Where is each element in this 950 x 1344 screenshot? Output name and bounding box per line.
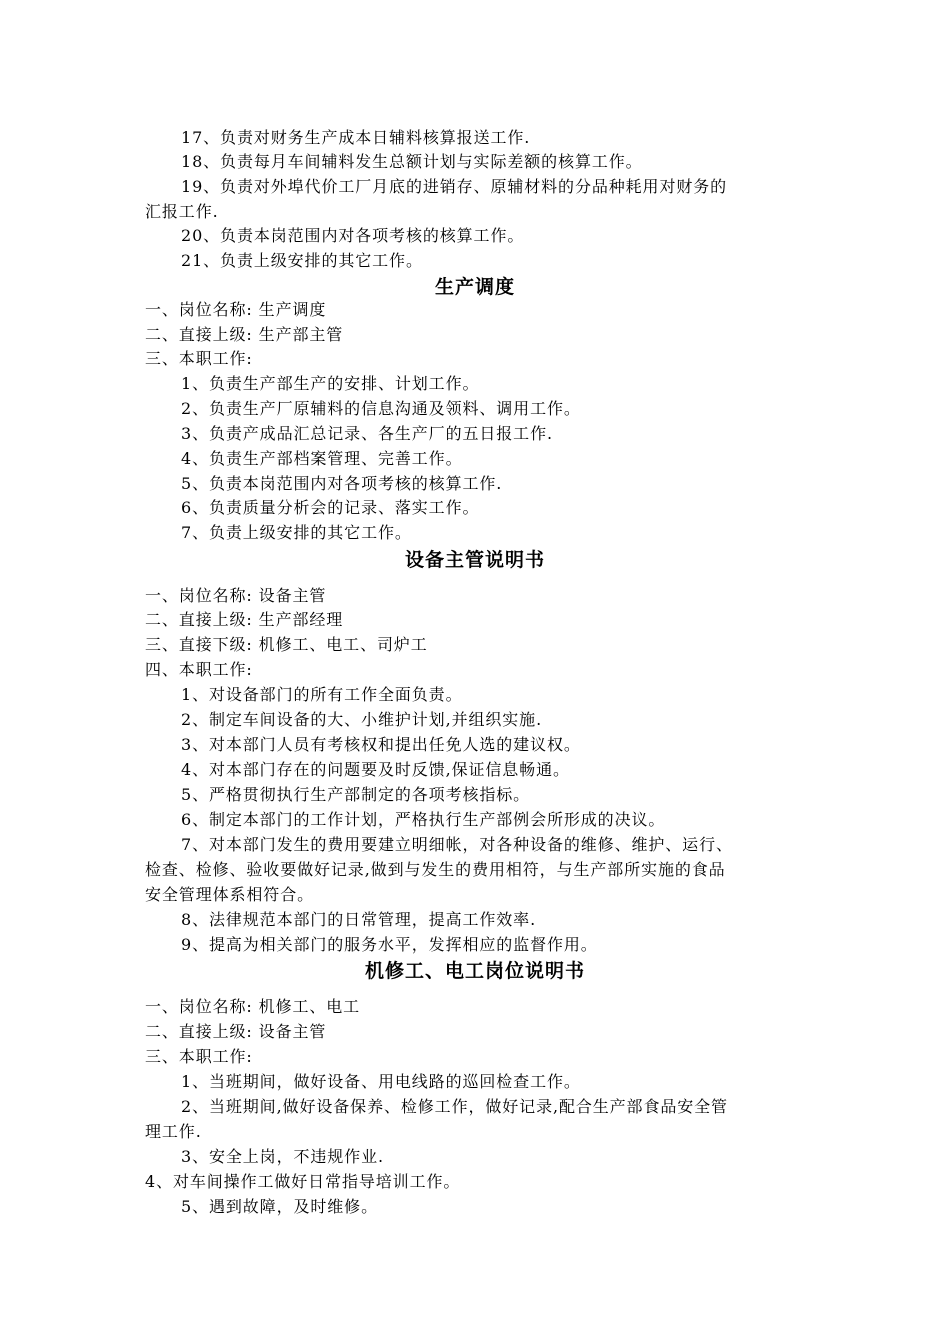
direct-superior: 二、直接上级: 生产部主管: [145, 325, 344, 344]
duty-item-5: 5、遇到故障，及时维修。: [181, 1197, 378, 1216]
duty-item-19-continued: 汇报工作.: [145, 202, 219, 221]
duty-item-6: 6、负责质量分析会的记录、落实工作。: [181, 498, 480, 517]
section-title-production-scheduling: 生产调度: [434, 276, 515, 298]
duty-item-3: 3、负责产成品汇总记录、各生产厂的五日报工作.: [181, 424, 553, 443]
duty-item-2: 2、制定车间设备的大、小维护计划,并组织实施.: [181, 710, 543, 729]
duty-item-2-continued: 理工作.: [145, 1122, 202, 1141]
duty-item-17: 17、负责对财务生产成本日辅料核算报送工作.: [181, 128, 531, 147]
duty-item-5: 5、严格贯彻执行生产部制定的各项考核指标。: [181, 785, 531, 804]
duties-heading: 三、本职工作:: [145, 1047, 253, 1066]
direct-superior: 二、直接上级: 生产部经理: [145, 610, 344, 629]
section-title-mechanic-electrician: 机修工、电工岗位说明书: [364, 960, 585, 982]
duty-item-6: 6、制定本部门的工作计划，严格执行生产部例会所形成的决议。: [181, 810, 666, 829]
duty-item-1: 1、当班期间，做好设备、用电线路的巡回检查工作。: [181, 1072, 581, 1091]
section-title-equipment-supervisor: 设备主管说明书: [404, 549, 545, 571]
duty-item-19: 19、负责对外埠代价工厂月底的进销存、原辅材料的分品种耗用对财务的: [181, 177, 728, 196]
duty-item-3: 3、对本部门人员有考核权和提出任免人选的建议权。: [181, 735, 581, 754]
duty-item-7: 7、负责上级安排的其它工作。: [181, 523, 412, 542]
duty-item-7-continued: 检查、检修、验收要做好记录,做到与发生的费用相符，与生产部所实施的食品: [145, 860, 726, 879]
position-name: 一、岗位名称: 机修工、电工: [145, 997, 361, 1016]
duty-item-2: 2、负责生产厂原辅料的信息沟通及领料、调用工作。: [181, 399, 581, 418]
duty-item-4: 4、对车间操作工做好日常指导培训工作。: [145, 1172, 461, 1191]
position-name: 一、岗位名称: 生产调度: [145, 300, 327, 319]
duty-item-7: 7、对本部门发生的费用要建立明细帐，对各种设备的维修、维护、运行、: [181, 835, 733, 854]
duty-item-9: 9、提高为相关部门的服务水平，发挥相应的监督作用。: [181, 935, 598, 954]
position-name: 一、岗位名称: 设备主管: [145, 586, 327, 605]
duty-item-3: 3、安全上岗，不违规作业.: [181, 1147, 384, 1166]
duty-item-7-continued: 安全管理体系相符合。: [145, 885, 315, 904]
duty-item-18: 18、负责每月车间辅料发生总额计划与实际差额的核算工作。: [181, 152, 643, 171]
duty-item-20: 20、负责本岗范围内对各项考核的核算工作。: [181, 226, 525, 245]
duties-heading: 四、本职工作:: [145, 660, 253, 679]
duty-item-2: 2、当班期间,做好设备保养、检修工作，做好记录,配合生产部食品安全管: [181, 1097, 728, 1116]
duties-heading: 三、本职工作:: [145, 349, 253, 368]
duty-item-8: 8、法律规范本部门的日常管理，提高工作效率.: [181, 910, 537, 929]
duty-item-4: 4、负责生产部档案管理、完善工作。: [181, 449, 463, 468]
duty-item-4: 4、对本部门存在的问题要及时反馈,保证信息畅通。: [181, 760, 570, 779]
direct-subordinates: 三、直接下级: 机修工、电工、司炉工: [145, 635, 428, 654]
duty-item-1: 1、对设备部门的所有工作全面负责。: [181, 685, 463, 704]
duty-item-1: 1、负责生产部生产的安排、计划工作。: [181, 374, 480, 393]
duty-item-5: 5、负责本岗范围内对各项考核的核算工作.: [181, 474, 503, 493]
direct-superior: 二、直接上级: 设备主管: [145, 1022, 327, 1041]
duty-item-21: 21、负责上级安排的其它工作。: [181, 251, 423, 270]
